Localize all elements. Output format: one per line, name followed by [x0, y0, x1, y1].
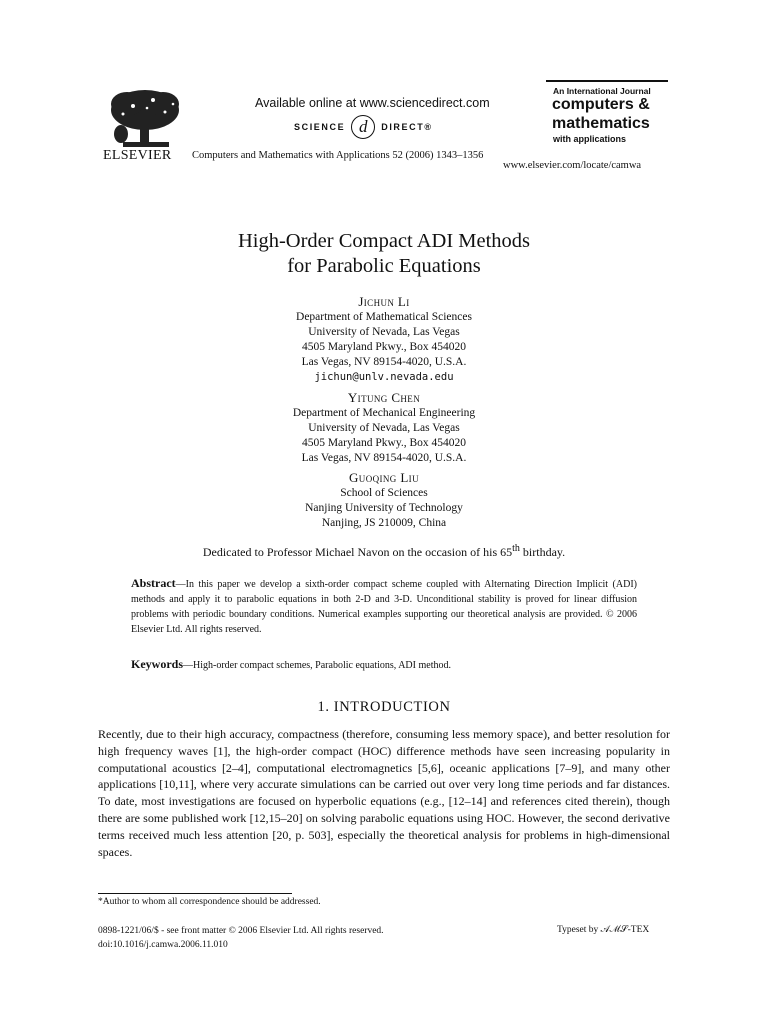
journal-name-line3: with applications [553, 134, 627, 144]
author-block-3 [0, 469, 768, 531]
section-heading: 1. INTRODUCTION [317, 699, 451, 715]
affiliation-line: 4505 Maryland Pkwy., Box 454020 [301, 437, 467, 449]
author-block-2 [0, 389, 768, 466]
author-email[interactable]: jichun@unlv.nevada.edu [314, 371, 454, 383]
doi-line[interactable]: doi:10.1016/j.camwa.2006.11.010 [98, 940, 228, 950]
affiliation-line: Department of Mathematical Sciences [296, 311, 472, 323]
journal-name-line2: mathematics [552, 115, 650, 132]
abstract [131, 576, 637, 637]
journal-citation: Computers and Mathematics with Applications 52 (2006) 1343–1356 [192, 150, 484, 161]
available-online-text[interactable]: Available online at www.sciencedirect.com [255, 96, 490, 110]
sciencedirect-right-text: DIRECT® [381, 122, 433, 132]
publisher-name: ELSEVIER [103, 148, 172, 163]
affiliation-line: University of Nevada, Las Vegas [308, 422, 460, 434]
sciencedirect-logo [294, 115, 433, 139]
paper-title [0, 229, 768, 279]
typeset-note: Typeset by 𝒜ℳ𝒮-TEX [557, 925, 650, 935]
affiliation-line: Nanjing, JS 210009, China [321, 517, 447, 529]
author-name: Guoqing Liu [349, 470, 419, 485]
journal-url[interactable]: www.elsevier.com/locate/camwa [503, 160, 642, 171]
dedication [0, 543, 768, 560]
affiliation-line: Department of Mechanical Engineering [292, 407, 476, 419]
copyright-line: 0898-1221/06/$ - see front matter © 2006 Elsevier Ltd. All rights reserved. [98, 926, 384, 936]
affiliation-line: 4505 Maryland Pkwy., Box 454020 [301, 341, 467, 353]
title-line-2: for Parabolic Equations [287, 255, 481, 277]
dedication-superscript: th [512, 543, 520, 554]
author-name: Jichun Li [358, 294, 410, 309]
dedication-text: Dedicated to Professor Michael Navon on the occasion of his 65 [202, 545, 513, 559]
footnote: *Author to whom all correspondence should be addressed. [98, 897, 321, 907]
sciencedirect-mark-icon: d [351, 115, 375, 139]
keywords-text: —High-order compact schemes, Parabolic equations, ADI method. [183, 660, 451, 671]
affiliation-line: Nanjing University of Technology [305, 502, 463, 514]
affiliation-line: University of Nevada, Las Vegas [308, 326, 460, 338]
abstract-label: Abstract [131, 576, 176, 590]
affiliation-line: Las Vegas, NV 89154-4020, U.S.A. [301, 452, 467, 464]
copyright-block [98, 924, 384, 952]
dedication-tail: birthday. [519, 545, 566, 559]
footnote-rule [98, 893, 292, 894]
author-name: Yitung Chen [347, 390, 421, 405]
title-line-1: High-Order Compact ADI Methods [237, 230, 531, 252]
author-block-1 [0, 293, 768, 385]
sciencedirect-left-text: SCIENCE [294, 122, 346, 132]
journal-logo-rule [546, 80, 668, 82]
elsevier-tree-logo [103, 86, 187, 156]
journal-tagline: An International Journal [553, 86, 651, 96]
keywords-label: Keywords [131, 657, 183, 671]
keywords [131, 657, 451, 672]
abstract-text: —In this paper we develop a sixth-order compact scheme coupled with Alternating Direction Implicit (ADI) methods and apply it to parabolic equations in both 2-D and 3-D. Unconditional stability is proved for linear diffusion problems with periodic boundary conditions. Numerical examples supporting our theoretical analysis are provided. © 2006 Elsevier Ltd. All rights reserved. [131, 579, 637, 635]
introduction-paragraph: Recently, due to their high accuracy, compactness (therefore, consuming less memory space), and better resolution for high frequency waves [1], the high-order compact (HOC) difference methods have seen increasing popularity in computational acoustics [2–4], computational electromagnetics [5,6], oceanic applications [7–9], and many other applications [10,11], where very accurate simulations can be carried out over very long time periods and far distances. To date, most investigations are focused on hyperbolic equations (e.g., [12–14] and references cited therein), though there are some published work [12,15–20] on solving parabolic equations using HOC. However, the second derivative terms received much less attention [20, p. 503], especially the theoretical analysis for problems in high-dimensional spaces. [98, 727, 670, 859]
affiliation-line: School of Sciences [340, 487, 428, 499]
affiliation-line: Las Vegas, NV 89154-4020, U.S.A. [301, 356, 467, 368]
journal-name-line1: computers & [552, 96, 650, 113]
